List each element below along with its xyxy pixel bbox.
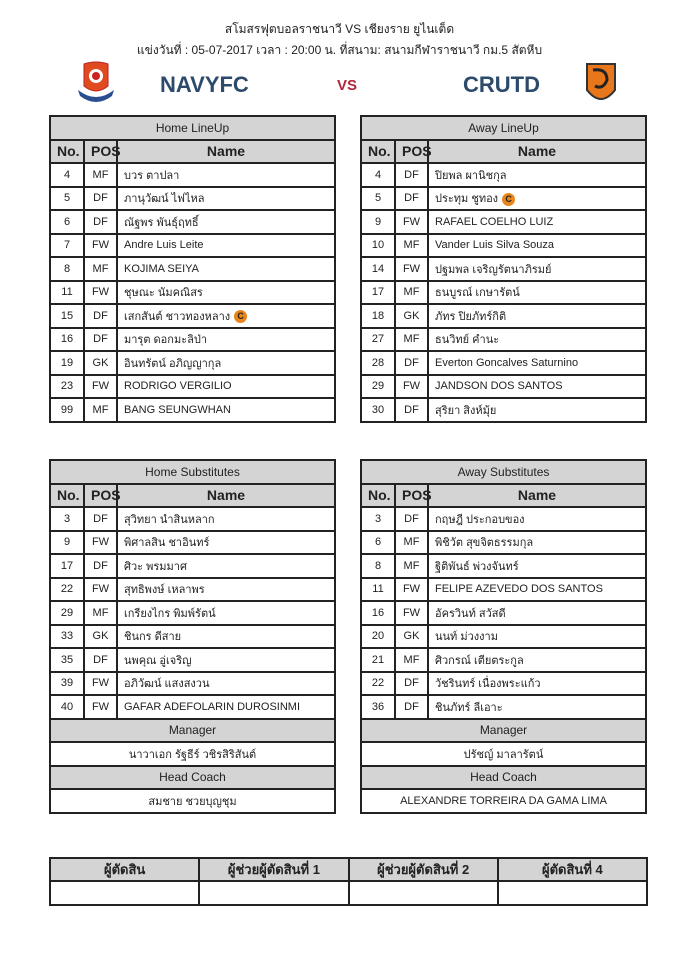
player-number: 3 bbox=[361, 507, 395, 531]
captain-badge-icon: C bbox=[234, 310, 247, 323]
column-header-no: No. bbox=[361, 140, 395, 164]
player-row bbox=[361, 531, 646, 555]
player-name: สุทธิพงษ์ เหลาพร bbox=[124, 584, 205, 597]
player-number: 8 bbox=[50, 257, 84, 281]
player-name-cell bbox=[428, 398, 646, 422]
head-coach-name: สมชาย ชวยบุญชุม bbox=[50, 789, 335, 813]
player-name: RAFAEL COELHO LUIZ bbox=[435, 215, 554, 228]
player-number: 14 bbox=[361, 257, 395, 281]
player-name-cell bbox=[428, 351, 646, 375]
player-row bbox=[50, 210, 335, 234]
player-name-cell bbox=[428, 281, 646, 305]
player-number: 11 bbox=[50, 281, 84, 305]
player-position: DF bbox=[84, 210, 117, 234]
manager-label: Manager bbox=[361, 719, 646, 743]
player-position: MF bbox=[395, 531, 428, 555]
player-position: FW bbox=[84, 375, 117, 399]
column-header-pos: POS bbox=[395, 140, 428, 164]
column-header-name: Name bbox=[428, 140, 646, 164]
player-position: MF bbox=[84, 163, 117, 187]
player-row bbox=[50, 648, 335, 672]
player-name-cell bbox=[117, 351, 335, 375]
player-name-cell bbox=[117, 695, 335, 719]
player-position: DF bbox=[84, 328, 117, 352]
player-name: บวร ตาปลา bbox=[124, 169, 180, 182]
player-name-cell bbox=[117, 648, 335, 672]
player-name: Andre Luis Leite bbox=[124, 239, 204, 252]
column-header-no: No. bbox=[361, 484, 395, 508]
manager-name: นาวาเอก รัฐธีร์ วชิรสิริสันต์ bbox=[50, 742, 335, 766]
player-number: 20 bbox=[361, 625, 395, 649]
player-row bbox=[361, 351, 646, 375]
player-row bbox=[50, 234, 335, 258]
player-position: MF bbox=[395, 234, 428, 258]
captain-badge-icon: C bbox=[502, 193, 515, 206]
chiangrai-utd-logo bbox=[581, 60, 621, 108]
player-name-cell bbox=[428, 601, 646, 625]
match-details: แข่งวันที่ : 05-07-2017 เวลา : 20:00 น. ที่สนาม: สนามกีฬาราชนาวี กม.5 สัตหีบ bbox=[136, 43, 543, 57]
player-number: 99 bbox=[50, 398, 84, 422]
player-name-cell bbox=[117, 281, 335, 305]
player-position: DF bbox=[395, 672, 428, 696]
player-number: 35 bbox=[50, 648, 84, 672]
referee-cell bbox=[50, 881, 199, 905]
player-name: เสกสันต์ ชาวทองหลาง bbox=[124, 310, 231, 323]
player-name: ปิยพล ผานิชกุล bbox=[435, 169, 507, 182]
player-row bbox=[361, 625, 646, 649]
player-number: 16 bbox=[50, 328, 84, 352]
player-position: GK bbox=[395, 625, 428, 649]
player-position: FW bbox=[395, 578, 428, 602]
player-position: DF bbox=[84, 507, 117, 531]
player-row bbox=[50, 398, 335, 422]
player-name: กฤษฎี ประกอบของ bbox=[435, 513, 525, 526]
player-name-cell bbox=[117, 210, 335, 234]
player-name: อินทรัตน์ อภิญญากุล bbox=[124, 357, 222, 370]
match-title: สโมสรฟุตบอลราชนาวี VS เชียงราย ยูไนเต็ด bbox=[224, 22, 455, 36]
player-name-cell bbox=[428, 257, 646, 281]
player-name-cell bbox=[428, 234, 646, 258]
column-header-pos: POS bbox=[395, 484, 428, 508]
player-number: 22 bbox=[361, 672, 395, 696]
player-name: ภัทร ปิยภัทร์กิติ bbox=[435, 310, 507, 323]
player-number: 36 bbox=[361, 695, 395, 719]
player-position: FW bbox=[395, 601, 428, 625]
column-header-pos: POS bbox=[84, 140, 117, 164]
player-row bbox=[361, 187, 646, 211]
player-row bbox=[50, 695, 335, 719]
player-name: อัครวินท์ สวัสดี bbox=[435, 607, 506, 620]
player-number: 17 bbox=[50, 554, 84, 578]
player-name-cell bbox=[117, 531, 335, 555]
player-name-cell bbox=[117, 398, 335, 422]
player-number: 11 bbox=[361, 578, 395, 602]
player-number: 28 bbox=[361, 351, 395, 375]
player-name: นนท์ ม่วงงาม bbox=[435, 631, 498, 644]
player-position: FW bbox=[395, 375, 428, 399]
player-number: 19 bbox=[50, 351, 84, 375]
player-position: FW bbox=[395, 257, 428, 281]
player-name-cell bbox=[117, 328, 335, 352]
player-position: MF bbox=[395, 281, 428, 305]
player-position: DF bbox=[395, 351, 428, 375]
player-number: 23 bbox=[50, 375, 84, 399]
fourth-official-header: ผู้ตัดสินที่ 4 bbox=[498, 858, 647, 881]
column-header-no: No. bbox=[50, 140, 84, 164]
assistant-referee-1-cell bbox=[199, 881, 348, 905]
away-team-name: CRUTD bbox=[463, 72, 540, 97]
player-name-cell bbox=[428, 554, 646, 578]
player-position: DF bbox=[395, 187, 428, 211]
player-name: ศิวะ พรมมาศ bbox=[124, 560, 187, 573]
player-name-cell bbox=[117, 578, 335, 602]
player-name-cell bbox=[117, 304, 335, 328]
player-row bbox=[50, 257, 335, 281]
player-position: MF bbox=[84, 601, 117, 625]
head-coach-label: Head Coach bbox=[361, 766, 646, 790]
player-name: มารุต ดอกมะลิป่า bbox=[124, 334, 208, 347]
home-substitutes-table bbox=[49, 459, 336, 814]
player-position: FW bbox=[84, 531, 117, 555]
player-number: 30 bbox=[361, 398, 395, 422]
player-position: GK bbox=[84, 625, 117, 649]
referee-header: ผู้ตัดสิน bbox=[50, 858, 199, 881]
player-position: GK bbox=[395, 304, 428, 328]
player-name: ธนบูรณ์ เกษารัตน์ bbox=[435, 287, 520, 300]
player-number: 27 bbox=[361, 328, 395, 352]
player-name: Vander Luis Silva Souza bbox=[435, 239, 555, 252]
player-name: นพคุณ อู่เจริญ bbox=[124, 654, 192, 667]
home-lineup-table bbox=[49, 115, 336, 423]
player-row bbox=[361, 398, 646, 422]
player-row bbox=[50, 351, 335, 375]
player-name: Everton Goncalves Saturnino bbox=[435, 356, 579, 369]
player-name-cell bbox=[428, 328, 646, 352]
column-header-no: No. bbox=[50, 484, 84, 508]
player-name-cell bbox=[117, 163, 335, 187]
player-name: KOJIMA SEIYA bbox=[124, 262, 199, 275]
player-number: 5 bbox=[50, 187, 84, 211]
table-title: Away Substitutes bbox=[361, 460, 646, 484]
player-position: DF bbox=[395, 695, 428, 719]
column-header-pos: POS bbox=[84, 484, 117, 508]
fourth-official-cell bbox=[498, 881, 647, 905]
player-row bbox=[361, 554, 646, 578]
player-row bbox=[50, 531, 335, 555]
player-name-cell bbox=[117, 234, 335, 258]
assistant-referee-1-header: ผู้ช่วยผู้ตัดสินที่ 1 bbox=[199, 858, 348, 881]
player-row bbox=[361, 507, 646, 531]
player-name-cell bbox=[428, 163, 646, 187]
player-number: 8 bbox=[361, 554, 395, 578]
player-name: RODRIGO VERGILIO bbox=[124, 380, 232, 393]
player-number: 18 bbox=[361, 304, 395, 328]
player-name: ชินภัทร์ ลีเอาะ bbox=[435, 701, 503, 714]
player-row bbox=[361, 672, 646, 696]
player-row bbox=[50, 601, 335, 625]
player-number: 29 bbox=[361, 375, 395, 399]
vs-label: VS bbox=[337, 77, 358, 94]
player-position: FW bbox=[84, 695, 117, 719]
player-position: MF bbox=[395, 554, 428, 578]
player-row bbox=[361, 234, 646, 258]
away-substitutes-table bbox=[360, 459, 647, 814]
player-name: BANG SEUNGWHAN bbox=[124, 403, 231, 416]
player-name-cell bbox=[117, 625, 335, 649]
player-position: FW bbox=[84, 234, 117, 258]
player-name-cell bbox=[117, 257, 335, 281]
player-position: FW bbox=[84, 578, 117, 602]
player-position: DF bbox=[84, 554, 117, 578]
player-position: DF bbox=[84, 187, 117, 211]
player-row bbox=[361, 578, 646, 602]
table-title: Home LineUp bbox=[50, 116, 335, 140]
player-name: ชินกร ดีสาย bbox=[124, 631, 182, 644]
player-name-cell bbox=[117, 507, 335, 531]
player-number: 15 bbox=[50, 304, 84, 328]
player-row bbox=[50, 328, 335, 352]
assistant-referee-2-cell bbox=[349, 881, 498, 905]
player-number: 10 bbox=[361, 234, 395, 258]
player-name-cell bbox=[428, 507, 646, 531]
player-position: FW bbox=[84, 281, 117, 305]
player-name-cell bbox=[428, 531, 646, 555]
player-position: MF bbox=[84, 398, 117, 422]
player-position: FW bbox=[84, 672, 117, 696]
referee-table bbox=[49, 857, 648, 906]
player-row bbox=[50, 554, 335, 578]
player-name-cell bbox=[117, 672, 335, 696]
player-position: MF bbox=[395, 648, 428, 672]
player-row bbox=[361, 695, 646, 719]
player-name-cell bbox=[428, 672, 646, 696]
player-number: 21 bbox=[361, 648, 395, 672]
player-name: GAFAR ADEFOLARIN DUROSINMI bbox=[124, 700, 301, 713]
player-row bbox=[361, 601, 646, 625]
player-name: สุวิทยา นำสินหลาก bbox=[124, 513, 215, 526]
player-name: สุริยา สิงห์มุ้ย bbox=[435, 404, 497, 417]
player-position: DF bbox=[395, 507, 428, 531]
player-row bbox=[361, 304, 646, 328]
player-name: ศิวกรณ์ เตียตระกูล bbox=[435, 654, 524, 667]
player-name-cell bbox=[428, 304, 646, 328]
player-position: GK bbox=[84, 351, 117, 375]
player-name: อภิวัฒน์ แสงสงวน bbox=[124, 678, 210, 691]
player-name: ธนวิทย์ คำนะ bbox=[435, 334, 500, 347]
table-title: Away LineUp bbox=[361, 116, 646, 140]
player-row bbox=[50, 507, 335, 531]
player-row bbox=[50, 304, 335, 328]
player-name-cell bbox=[428, 695, 646, 719]
column-header-name: Name bbox=[117, 140, 335, 164]
player-row bbox=[50, 281, 335, 305]
player-position: FW bbox=[395, 210, 428, 234]
table-title: Home Substitutes bbox=[50, 460, 335, 484]
player-row bbox=[50, 625, 335, 649]
player-name: ปฐมพล เจริญรัตนาภิรมย์ bbox=[435, 263, 552, 276]
player-number: 29 bbox=[50, 601, 84, 625]
player-number: 22 bbox=[50, 578, 84, 602]
player-row bbox=[361, 257, 646, 281]
navy-fc-logo bbox=[76, 60, 116, 108]
player-name: FELIPE AZEVEDO DOS SANTOS bbox=[435, 583, 603, 596]
assistant-referee-2-header: ผู้ช่วยผู้ตัดสินที่ 2 bbox=[349, 858, 498, 881]
player-row bbox=[50, 187, 335, 211]
player-position: DF bbox=[395, 163, 428, 187]
player-row bbox=[361, 210, 646, 234]
head-coach-name: ALEXANDRE TORREIRA DA GAMA LIMA bbox=[361, 789, 646, 813]
player-position: MF bbox=[84, 257, 117, 281]
player-name-cell bbox=[428, 187, 646, 211]
player-name-cell bbox=[117, 187, 335, 211]
player-row bbox=[361, 281, 646, 305]
player-name: พิชิวัต สุขจิตธรรมกุล bbox=[435, 537, 534, 550]
player-position: DF bbox=[84, 304, 117, 328]
player-name: พิศาลสิน ชาอินทร์ bbox=[124, 537, 210, 550]
player-number: 33 bbox=[50, 625, 84, 649]
player-position: DF bbox=[84, 648, 117, 672]
player-row bbox=[50, 163, 335, 187]
player-name: เกรียงไกร พิมพ์รัตน์ bbox=[124, 607, 216, 620]
head-coach-label: Head Coach bbox=[50, 766, 335, 790]
column-header-name: Name bbox=[117, 484, 335, 508]
player-row bbox=[361, 648, 646, 672]
player-name-cell bbox=[428, 648, 646, 672]
player-number: 6 bbox=[361, 531, 395, 555]
player-number: 17 bbox=[361, 281, 395, 305]
player-name: ภานุวัฒน์ ไฟไหล bbox=[124, 193, 205, 206]
player-name: ฐิติพันธ์ พ่วงจันทร์ bbox=[435, 560, 519, 573]
home-team-name: NAVYFC bbox=[160, 72, 249, 97]
player-number: 9 bbox=[361, 210, 395, 234]
player-number: 16 bbox=[361, 601, 395, 625]
player-row bbox=[50, 578, 335, 602]
manager-label: Manager bbox=[50, 719, 335, 743]
player-name-cell bbox=[428, 625, 646, 649]
player-number: 4 bbox=[50, 163, 84, 187]
player-row bbox=[361, 375, 646, 399]
player-number: 7 bbox=[50, 234, 84, 258]
player-number: 39 bbox=[50, 672, 84, 696]
player-name: วัชรินทร์ เนื่องพระแก้ว bbox=[435, 678, 541, 691]
player-name-cell bbox=[428, 578, 646, 602]
player-name-cell bbox=[117, 375, 335, 399]
player-row bbox=[361, 163, 646, 187]
player-position: MF bbox=[395, 328, 428, 352]
player-name: ณัฐพร พันธุ์ฤทธิ์ bbox=[124, 216, 199, 229]
away-lineup-table bbox=[360, 115, 647, 423]
player-number: 9 bbox=[50, 531, 84, 555]
player-number: 5 bbox=[361, 187, 395, 211]
player-row bbox=[50, 672, 335, 696]
player-number: 40 bbox=[50, 695, 84, 719]
player-number: 4 bbox=[361, 163, 395, 187]
player-position: DF bbox=[395, 398, 428, 422]
player-name-cell bbox=[428, 210, 646, 234]
player-name: ประทุม ชูทอง bbox=[435, 193, 499, 206]
player-name: ชุษณะ นัมคณิสร bbox=[124, 287, 203, 300]
player-row bbox=[361, 328, 646, 352]
player-name-cell bbox=[428, 375, 646, 399]
player-row bbox=[50, 375, 335, 399]
manager-name: ปรัชญ์ มาลารัตน์ bbox=[361, 742, 646, 766]
player-number: 6 bbox=[50, 210, 84, 234]
column-header-name: Name bbox=[428, 484, 646, 508]
player-number: 3 bbox=[50, 507, 84, 531]
player-name-cell bbox=[117, 554, 335, 578]
player-name: JANDSON DOS SANTOS bbox=[435, 380, 563, 393]
player-name-cell bbox=[117, 601, 335, 625]
